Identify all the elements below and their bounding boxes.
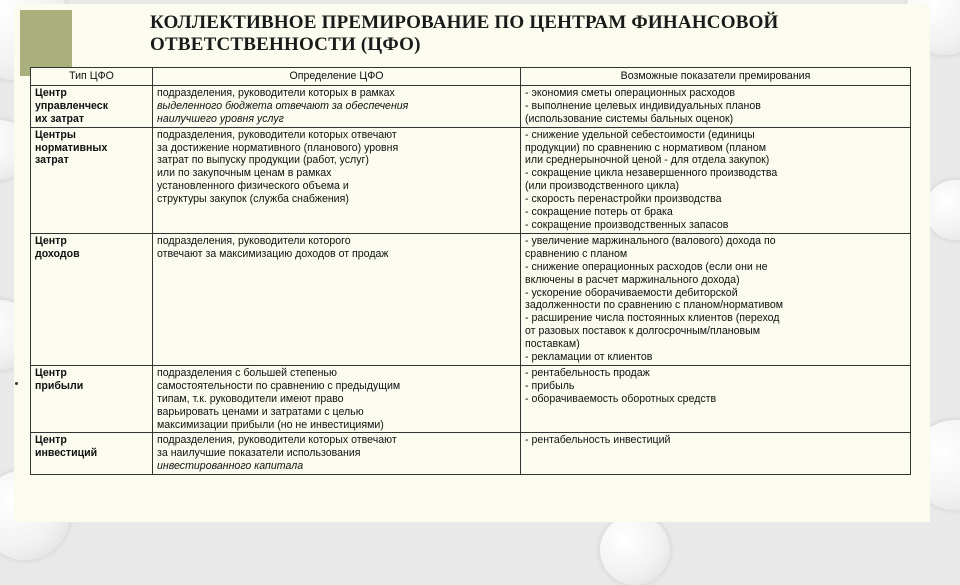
indicator-line: продукции) по сравнению с нормативом (планом	[525, 141, 767, 154]
definition-line: за достижение нормативного (планового) уровня	[157, 141, 399, 154]
definition-line: подразделения, руководители которого	[157, 234, 351, 247]
indicator-line: - рентабельность продаж	[525, 366, 650, 379]
indicator-line: - сокращение цикла незавершенного производства	[525, 167, 778, 180]
definition-line: установленного физического объема и	[157, 180, 349, 193]
background-bubble	[600, 515, 670, 585]
type-line: инвестиций	[35, 447, 98, 460]
definition-line: подразделения, руководители которых отвечают	[157, 434, 397, 447]
cell-definition	[153, 365, 521, 433]
indicator-line: - снижение операционных расходов (если они не	[525, 260, 768, 273]
table-row	[31, 85, 911, 127]
indicator-line: задолженности по сравнению с планом/нормативом	[525, 299, 784, 312]
type-line: доходов	[35, 247, 80, 260]
indicator-line: от разовых поставок к долгосрочным/плановым	[525, 325, 761, 338]
type-line: Центр	[35, 86, 67, 99]
table-row	[31, 127, 911, 233]
header-type: Тип ЦФО	[31, 68, 153, 86]
header-definition: Определение ЦФО	[153, 68, 521, 86]
cell-indicators	[521, 365, 911, 433]
definition-line: выделенного бюджета отвечают за обеспечения	[157, 99, 409, 112]
definition-line: максимизации прибыли (но не инвестициями)	[157, 418, 384, 431]
type-line: их затрат	[35, 112, 85, 125]
bullet-dot	[15, 382, 18, 385]
definition-line: затрат по выпуску продукции (работ, услуг)	[157, 154, 369, 167]
table-row	[31, 233, 911, 365]
header-indicators: Возможные показатели премирования	[521, 68, 911, 86]
definition-line: наилучшего уровня услуг	[157, 112, 284, 125]
definition-line: типам, т.к. руководители имеют право	[157, 392, 344, 405]
definition-line: подразделения, руководители которых в рамках	[157, 86, 395, 99]
slide-title	[150, 12, 922, 56]
type-line: Центр	[35, 366, 67, 379]
indicator-line: - рентабельность инвестиций	[525, 434, 671, 447]
indicator-line: - увеличение маржинального (валового) дохода по	[525, 234, 776, 247]
definition-line: отвечают за максимизацию доходов от продаж	[157, 247, 389, 260]
type-line: нормативных	[35, 141, 108, 154]
indicator-line: - оборачиваемость оборотных средств	[525, 392, 717, 405]
table-row	[31, 433, 911, 475]
indicator-line: - снижение удельной себестоимости (единицы	[525, 128, 755, 141]
definition-line: инвестированного капитала	[157, 460, 304, 473]
indicator-line: - расширение числа постоянных клиентов (переход	[525, 312, 780, 325]
definition-line: подразделения с большей степенью	[157, 366, 337, 379]
slide-title-line-1: КОЛЛЕКТИВНОЕ ПРЕМИРОВАНИЕ ПО ЦЕНТРАМ ФИНАНСОВОЙ	[150, 12, 779, 33]
indicator-line: включены в расчет маржинального дохода)	[525, 273, 740, 286]
indicator-line: - ускорение оборачиваемости дебиторской	[525, 286, 738, 299]
cell-type	[31, 433, 153, 475]
type-line: Центр	[35, 434, 67, 447]
cell-definition	[153, 433, 521, 475]
cell-type	[31, 127, 153, 233]
cell-type	[31, 233, 153, 365]
cell-indicators	[521, 127, 911, 233]
indicator-line: - рекламации от клиентов	[525, 351, 653, 364]
cell-definition	[153, 233, 521, 365]
indicator-line: поставкам)	[525, 338, 580, 351]
definition-line: структуры закупок (служба снабжения)	[157, 193, 349, 206]
cell-indicators	[521, 85, 911, 127]
indicator-line: (использование системы бальных оценок)	[525, 112, 734, 125]
cell-type	[31, 85, 153, 127]
definition-line: подразделения, руководители которых отвечают	[157, 128, 397, 141]
slide-title-line-2: ОТВЕТСТВЕННОСТИ (ЦФО)	[150, 34, 421, 55]
indicator-line: сравнению с планом	[525, 247, 628, 260]
table-row	[31, 365, 911, 433]
indicator-line: - прибыль	[525, 379, 575, 392]
definition-line: за наилучшие показатели использования	[157, 447, 361, 460]
definition-line: самостоятельности по сравнению с предыдущим	[157, 379, 401, 392]
type-line: Центр	[35, 234, 67, 247]
definition-line: или по закупочным ценам в рамках	[157, 167, 332, 180]
cell-definition	[153, 85, 521, 127]
indicator-line: (или производственного цикла)	[525, 180, 680, 193]
indicator-line: или среднерыночной ценой - для отдела закупок)	[525, 154, 770, 167]
indicator-line: - выполнение целевых индивидуальных планов	[525, 99, 761, 112]
cell-definition	[153, 127, 521, 233]
indicator-line: - экономия сметы операционных расходов	[525, 86, 736, 99]
cell-indicators	[521, 233, 911, 365]
indicator-line: - скорость перенастройки производства	[525, 193, 722, 206]
cell-indicators	[521, 433, 911, 475]
indicator-line: - сокращение потерь от брака	[525, 206, 673, 219]
indicator-line: - сокращение производственных запасов	[525, 218, 729, 231]
type-line: затрат	[35, 154, 69, 167]
cell-type	[31, 365, 153, 433]
background-bubble	[925, 180, 960, 240]
type-line: Центры	[35, 128, 76, 141]
table-header-row	[31, 68, 911, 86]
definition-line: варьировать ценами и затратами с целью	[157, 405, 364, 418]
type-line: управленческ	[35, 99, 109, 112]
cfo-table	[30, 67, 911, 475]
type-line: прибыли	[35, 379, 84, 392]
